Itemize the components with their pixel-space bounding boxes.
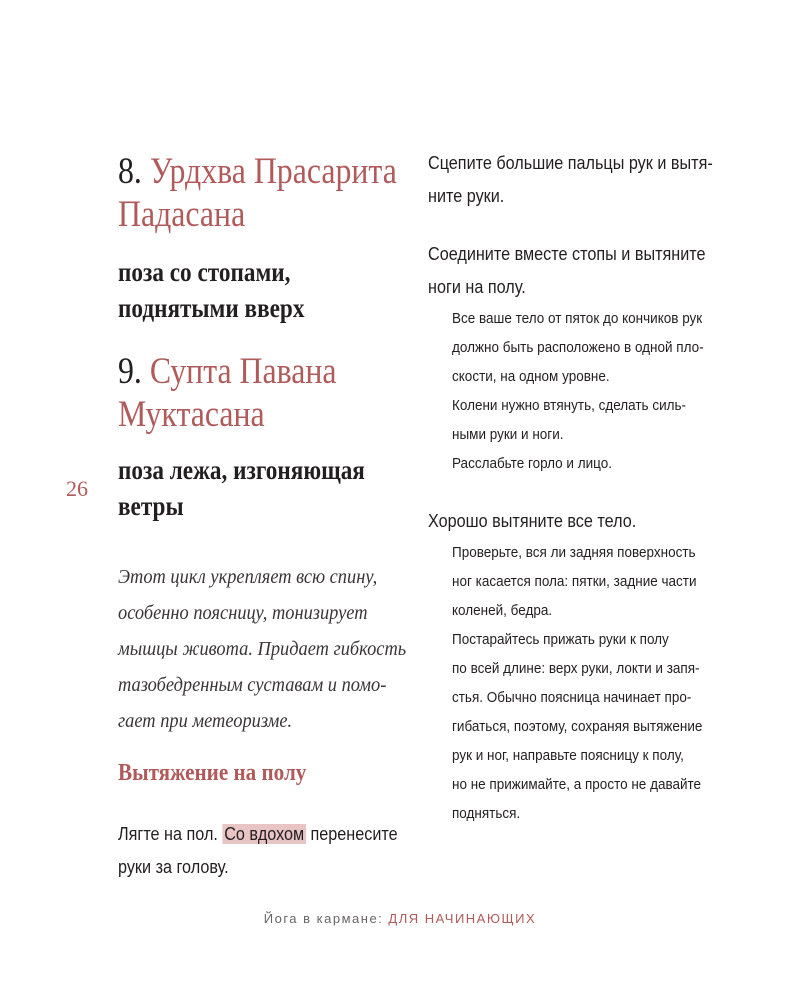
footer-book-title: Йога в кармане: — [263, 911, 389, 926]
pose-8-title — [118, 150, 397, 236]
step-line: ните руки. — [428, 186, 505, 206]
note-line: Постарайтесь прижать руки к полу — [452, 631, 669, 648]
instruction-line: Лягте на пол. Со вдохом перенесите — [118, 824, 398, 844]
step-line: ноги на полу. — [428, 277, 526, 297]
instruction-line: руки за голову. — [118, 857, 229, 877]
right-column-p2 — [428, 238, 728, 478]
step-line: Сцепите большие пальцы рук и вытя- — [428, 153, 713, 173]
section-title: Вытяжение на полу — [118, 760, 307, 786]
note-line: должно быть расположено в одной пло- — [452, 339, 704, 356]
note-line: Расслабьте горло и лицо. — [452, 455, 612, 472]
pose-9-title-line1: 9. Супта Павана — [118, 351, 337, 392]
footer-series: ДЛЯ НАЧИНАЮЩИХ — [388, 911, 537, 926]
note-line: Все ваше тело от пяток до кончиков рук — [452, 310, 703, 327]
intro-line: тазобедренным суставам и помо- — [118, 674, 387, 696]
pose-9-subtitle: поза лежа, изгоняющая ветры — [118, 455, 365, 521]
intro-line: Этот цикл укрепляет всю спину, — [118, 566, 378, 588]
note-line: ног касается пола: пятки, задние части — [452, 573, 697, 590]
intro-line: мышцы живота. Придает гибкость — [118, 638, 407, 660]
right-column-p3 — [428, 505, 728, 828]
highlighted-phrase: Со вдохом — [224, 824, 305, 844]
instruction-paragraph — [118, 818, 429, 884]
note-line: но не прижимайте, а просто не давайте — [452, 776, 702, 793]
intro-line: особенно поясницу, тонизирует — [118, 602, 368, 624]
note-line: по всей длине: верх руки, локти и запя- — [452, 660, 700, 677]
right-column-p1 — [428, 147, 728, 213]
note-line: гибаться, поэтому, сохраняя вытяжение — [452, 718, 703, 735]
running-footer — [0, 911, 800, 926]
intro-paragraph — [118, 559, 418, 739]
note-line: стья. Обычно поясница начинает про- — [452, 689, 692, 706]
step-line: Хорошо вытяните все тело. — [428, 511, 637, 531]
note-line: Проверьте, вся ли задняя поверхность — [452, 544, 696, 561]
pose-9-title — [118, 350, 376, 436]
pose-8-title-line1: 8. Урдхва Прасарита — [118, 151, 397, 192]
pose-8-title-line2: Падасана — [118, 194, 246, 235]
page-number: 26 — [66, 476, 88, 501]
note-line: подняться. — [452, 805, 521, 822]
pose-8-subtitle: поза со стопами, поднятыми вверх — [118, 257, 305, 323]
intro-line: гает при метеоризме. — [118, 710, 293, 732]
note-line: скости, на одном уровне. — [452, 368, 610, 385]
pose-8-number: 8. — [118, 151, 142, 192]
note-line: Колени нужно втянуть, сделать силь- — [452, 397, 687, 414]
pose-9-title-line2: Муктасана — [118, 394, 265, 435]
pose-9-number: 9. — [118, 351, 142, 392]
note-line: ными руки и ноги. — [452, 426, 564, 443]
note-line: рук и ног, направьте поясницу к полу, — [452, 747, 684, 764]
step-line: Соедините вместе стопы и вытяните — [428, 244, 706, 264]
note-line: коленей, бедра. — [452, 602, 553, 619]
